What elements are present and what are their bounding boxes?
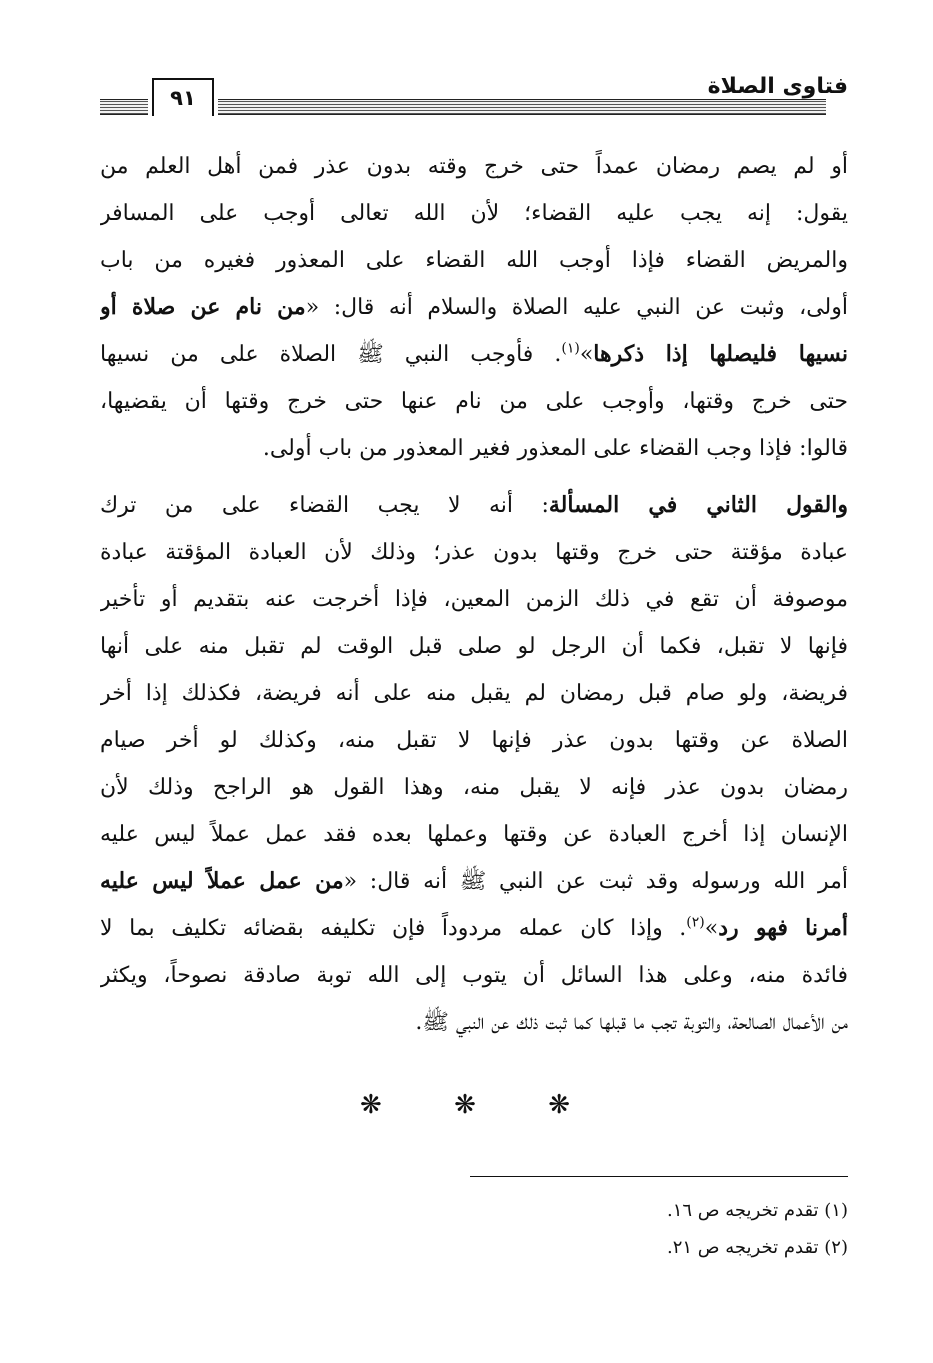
footnote-ref-2: (٢) [686,914,705,931]
text-line [100,482,848,529]
text-line: رمضان بدون عذر فإنه لا يقبل منه، وهذا القول هو الراجح وذلك لأن [100,775,848,800]
text-line [100,858,848,905]
hadith-quote: من عمل عملاً ليس عليه [100,868,344,894]
footnotes [470,1192,848,1266]
text-line [100,905,848,952]
section-heading: والقول الثاني في المسألة [548,492,848,518]
paragraph-2 [100,482,848,1046]
text-segment: . فأوجب النبي ﷺ الصلاة على من نسيها [100,342,562,367]
footnote-1: (١) تقدم تخريجه ص ١٦. [667,1200,848,1221]
hadith-quote: من نام عن صلاة أو [100,294,306,320]
text-line: عبادة مؤقتة حتى خرج وقتها بدون عذر؛ وذلك لأن العبادة المؤقتة عبادة [100,540,848,565]
text-line: يقول: إنه يجب عليه القضاء؛ لأن الله تعالى أوجب على المسافر [100,201,848,226]
text-segment: أمر الله ورسوله وقد ثبت عن النبي ﷺ أنه قال: « [343,869,848,894]
book-title: فتاوى الصلاة [707,74,848,99]
hadith-quote: أمرنا فهو رد [718,915,848,941]
text-line: فريضة، ولو صام قبل رمضان لم يقبل منه على أنه فريضة، فكذلك إذا أخر [100,681,848,706]
hadith-quote: نسيها فليصلها إذا ذكرها [593,341,848,367]
text-line: أو لم يصم رمضان عمداً حتى خرج وقته بدون عذر فمن أهل العلم من [100,154,848,179]
header-rule-left [100,99,148,115]
text-line: الإنسان إذا أخرج العبادة عن وقتها وعملها بعده فقد عمل عملاً ليس عليه [100,822,848,847]
header-rule-right [218,99,826,115]
footnote-divider [470,1176,848,1177]
footnote-2: (٢) تقدم تخريجه ص ٢١. [667,1237,848,1258]
quote-mark: » [579,342,594,367]
text-line: الصلاة عن وقتها بدون عذر فإنها لا تقبل منه، وكذلك لو أخر صيام [100,728,848,753]
text-segment: أولى، وثبت عن النبي عليه الصلاة والسلام أنه قال: « [305,295,848,320]
text-line: والمريض القضاء فإذا أوجب الله القضاء على المعذور فغيره من باب [100,248,848,273]
asterisk-ornament-icon: ❋ [548,1090,570,1120]
text-line [100,284,848,331]
text-line: موصوفة أن تقع في ذلك الزمن المعين، فإذا أخرجت عنه بتقديم أو تأخير [100,587,848,612]
paragraph-1 [100,143,848,472]
text-line: فائدة منه، وعلى هذا السائل أن يتوب إلى الله توبة صادقة نصوحاً، ويكثر [100,963,848,988]
page-header [100,72,848,120]
text-line [100,331,848,378]
quote-mark: » [704,916,719,941]
text-line: من الأعمال الصالحة، والتوبة تجب ما قبلها كما ثبت ذلك عن النبي ﷺ. [415,1010,848,1035]
text-line: حتى خرج وقتها، وأوجب على من نام عنها حتى خرج وقتها أن يقضيها، [100,389,848,414]
text-line: قالوا: فإذا وجب القضاء على المعذور فغير المعذور من باب أولى. [262,436,848,461]
section-separator [360,1090,570,1120]
asterisk-ornament-icon: ❋ [360,1090,382,1120]
text-segment: . وإذا كان عمله مردوداً فإن تكليفه بقضائه تكليف بما لا [100,916,687,941]
text-line: فإنها لا تقبل، فكما أن الرجل لو صلى قبل الوقت لم تقبل منه على أنها [100,634,848,659]
footnote-ref-1: (١) [561,340,580,357]
asterisk-ornament-icon: ❋ [454,1090,476,1120]
text-segment: : أنه لا يجب القضاء على من ترك [100,493,549,518]
main-text [100,143,848,1046]
page-number: ٩١ [152,78,214,116]
